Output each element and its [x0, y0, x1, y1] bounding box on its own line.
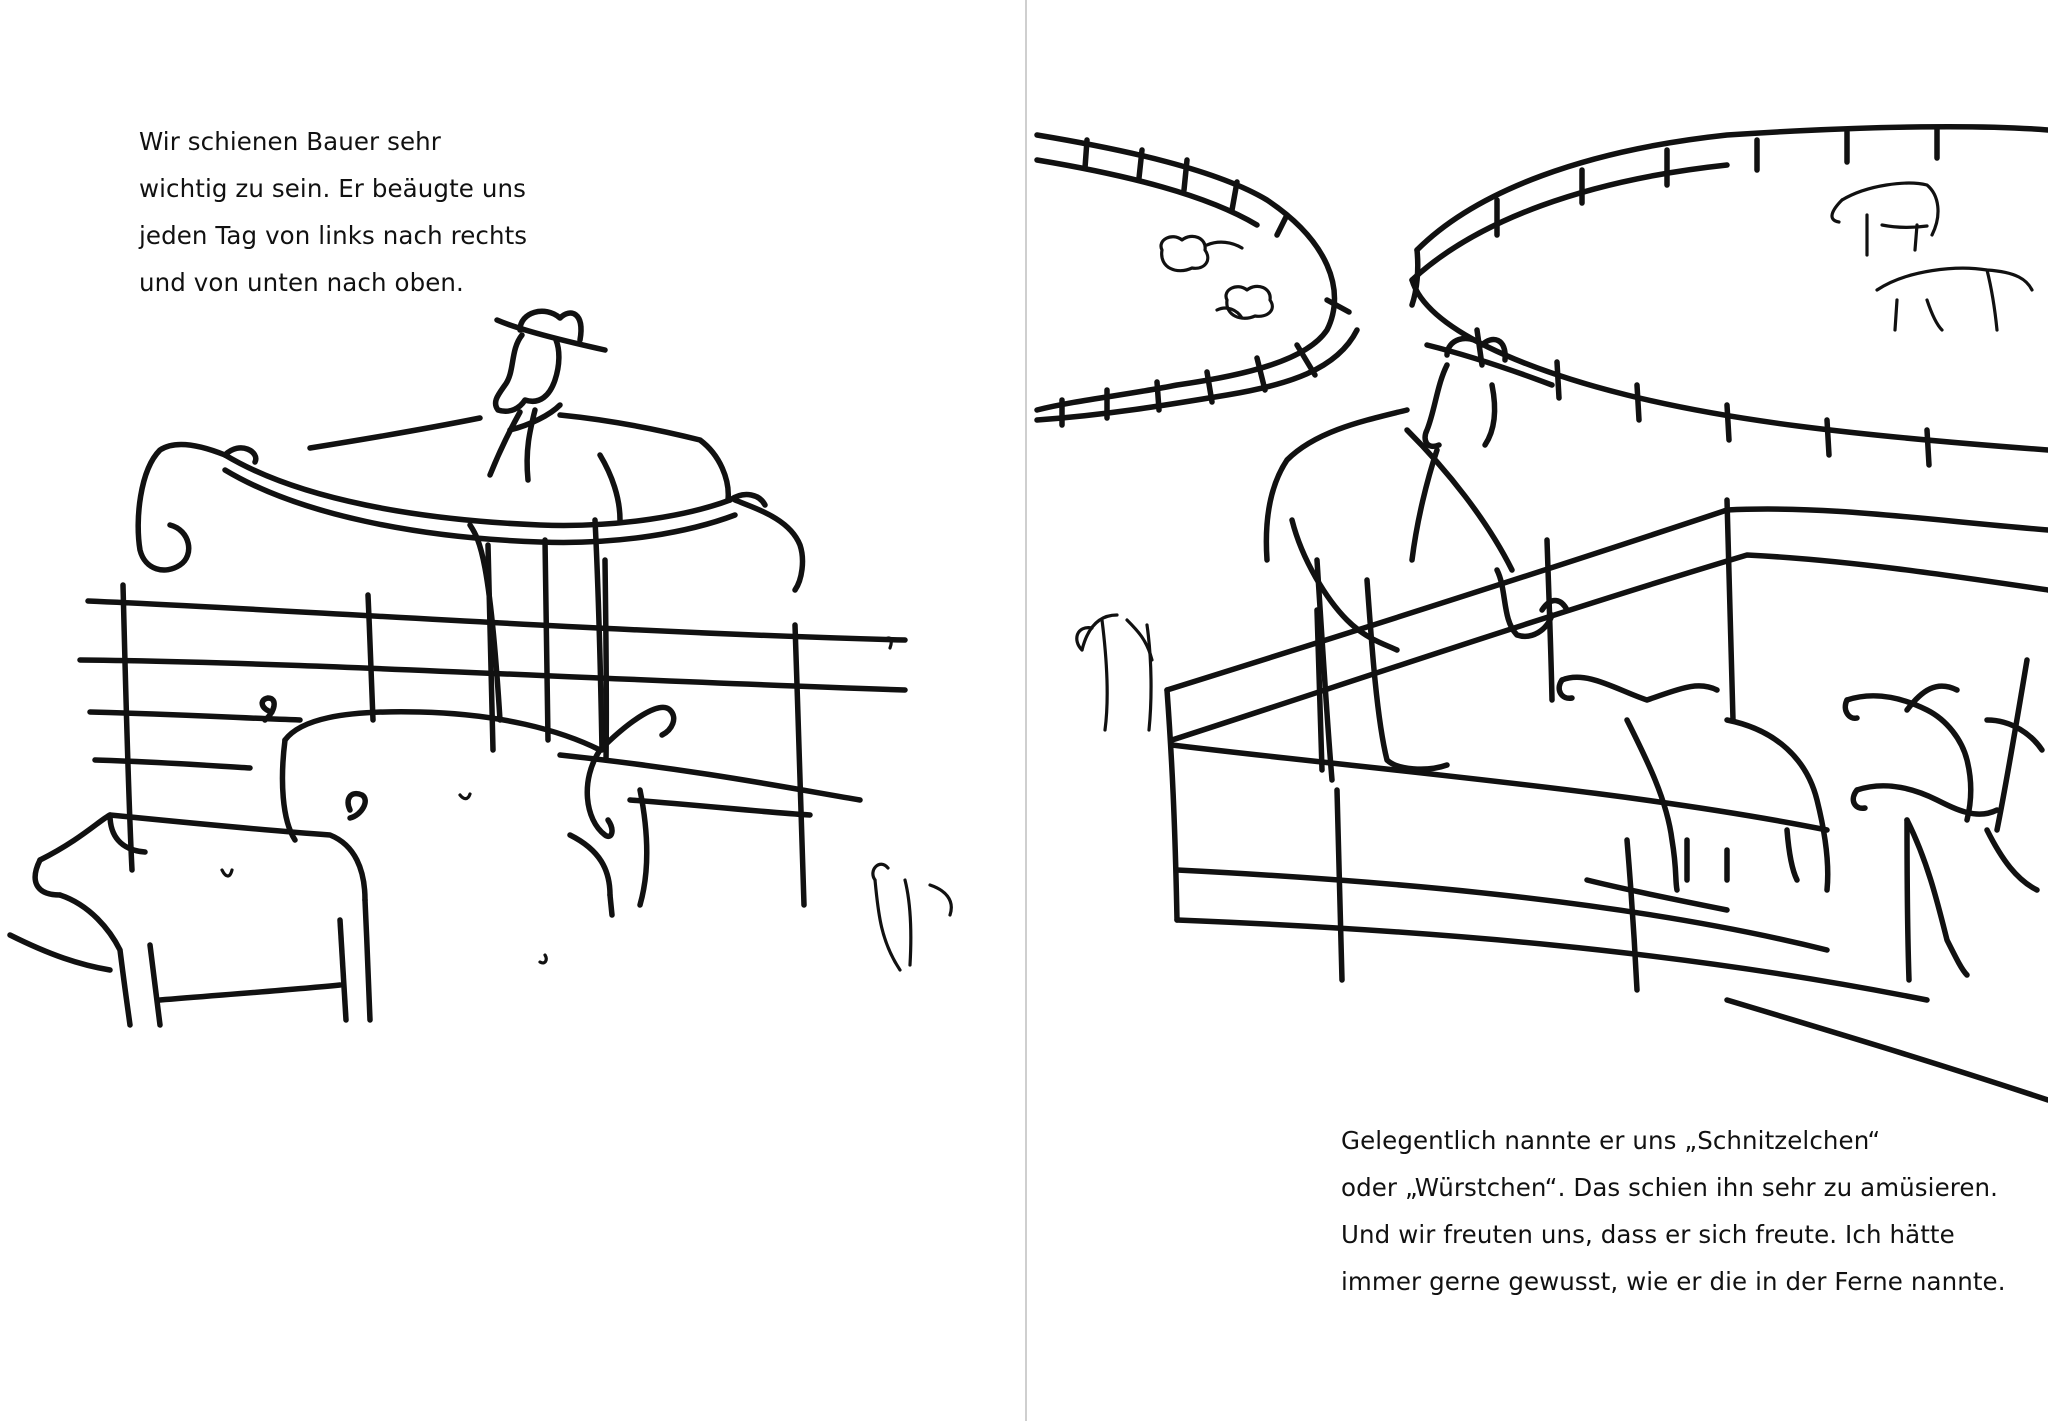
farmer-figure-right — [1266, 338, 1567, 780]
distant-goats — [1832, 183, 2032, 330]
right-text-line-3: Und wir freuten uns, dass er sich freute. Ich hätte — [1341, 1220, 1955, 1249]
distant-sheep — [1161, 236, 1272, 318]
left-fence — [80, 545, 905, 905]
left-text-line-3: jeden Tag von links nach rechts — [139, 221, 528, 250]
distant-pen-left — [1037, 135, 1357, 425]
distant-pen-right — [1412, 127, 2048, 465]
right-page — [1027, 0, 2048, 1421]
right-text-line-1: Gelegentlich nannte er uns „Schnitzelchen“ — [1341, 1126, 1881, 1155]
left-text-line-4: und von unten nach oben. — [139, 268, 464, 297]
left-text-line-1: Wir schienen Bauer sehr — [139, 127, 441, 156]
right-text-line-4: immer gerne gewusst, wie er die in der Ferne nannte. — [1341, 1267, 2006, 1296]
left-pigs — [10, 698, 674, 1025]
main-pen-fence — [1167, 500, 2048, 1100]
left-text-line-2: wichtig zu sein. Er beäugte uns — [139, 174, 526, 203]
right-plants — [1077, 615, 1152, 730]
right-page-text — [1341, 1117, 2006, 1305]
right-text-line-2: oder „Würstchen“. Das schien ihn sehr zu amüsieren. — [1341, 1173, 1999, 1202]
